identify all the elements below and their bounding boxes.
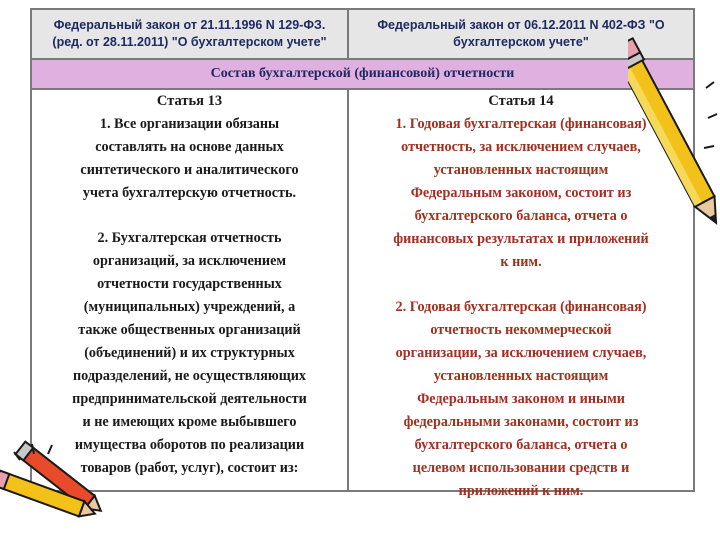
text-line: (муниципальных) учреждений, а: [83, 299, 296, 315]
text-line: к ним.: [500, 254, 542, 270]
text-line: (объединений) и их структурных: [84, 345, 295, 361]
text-line: установленных настоящим: [433, 368, 609, 384]
section-title: Состав бухгалтерской (финансовой) отчетности: [32, 58, 693, 90]
text-line: 2. Бухгалтерская отчетность: [97, 230, 282, 246]
text-line: отчетности государственных: [97, 276, 282, 292]
text-line: учета бухгалтерскую отчетность.: [82, 185, 297, 201]
text-line: 1. Все организации обязаны: [99, 116, 280, 132]
header-right-line1: Федеральный закон от 06.12.2011 N 402-ФЗ "О: [377, 18, 665, 33]
header-law-129: [32, 10, 349, 58]
text-line: Федеральным законом, состоит из: [410, 185, 632, 201]
text-line: также общественных организаций: [78, 322, 301, 338]
text-line: предпринимательской деятельности: [72, 391, 307, 407]
text-line: синтетического и аналитического: [80, 162, 299, 178]
text-line: и не имеющих кроме выбывшего: [82, 414, 297, 430]
pencils-icon: [0, 420, 110, 540]
text-line: установленных настоящим: [433, 162, 609, 178]
text-line: 2. Годовая бухгалтерская (финансовая): [395, 299, 647, 315]
header-left-line2: (ред. от 28.11.2011) "О бухгалтерском учете": [52, 35, 327, 49]
text-line: отчетность некоммерческой: [430, 322, 612, 338]
text-line: организаций, за исключением: [92, 253, 287, 269]
header-right-line2: бухгалтерском учете": [453, 35, 589, 49]
pencil-icon: [628, 28, 720, 238]
comparison-table: [30, 8, 695, 499]
text-line: федеральными законами, состоит из: [403, 414, 639, 430]
text-line: отчетность, за исключением случаев,: [401, 139, 641, 155]
article-14-paragraph-2: [357, 296, 685, 503]
table-header: [32, 10, 693, 58]
text-line: имущества оборотов по реализации: [74, 437, 305, 453]
header-left-line1: Федеральный закон от 21.11.1996 N 129-ФЗ.: [53, 18, 326, 33]
text-line: финансовых результатах и приложений: [393, 231, 649, 247]
article-13-title: Статья 13: [156, 93, 223, 109]
text-line: бухгалтерского баланса, отчета о: [414, 208, 628, 224]
article-14-title: Статья 14: [488, 93, 554, 109]
text-line: Федеральным законом и иными: [417, 391, 625, 407]
text-line: приложений к ним.: [458, 483, 584, 499]
text-line: составлять на основе данных: [95, 139, 284, 155]
text-line: подразделений, не осуществляющих: [72, 368, 307, 384]
text-line: 1. Годовая бухгалтерская (финансовая): [395, 116, 647, 132]
article-13-paragraph-1: [40, 113, 339, 205]
text-line: бухгалтерского баланса, отчета о: [414, 437, 628, 453]
text-line: целевом использовании средств и: [412, 460, 630, 476]
text-line: организации, за исключением случаев,: [395, 345, 647, 361]
text-line: товаров (работ, услуг), состоит из:: [80, 460, 299, 476]
